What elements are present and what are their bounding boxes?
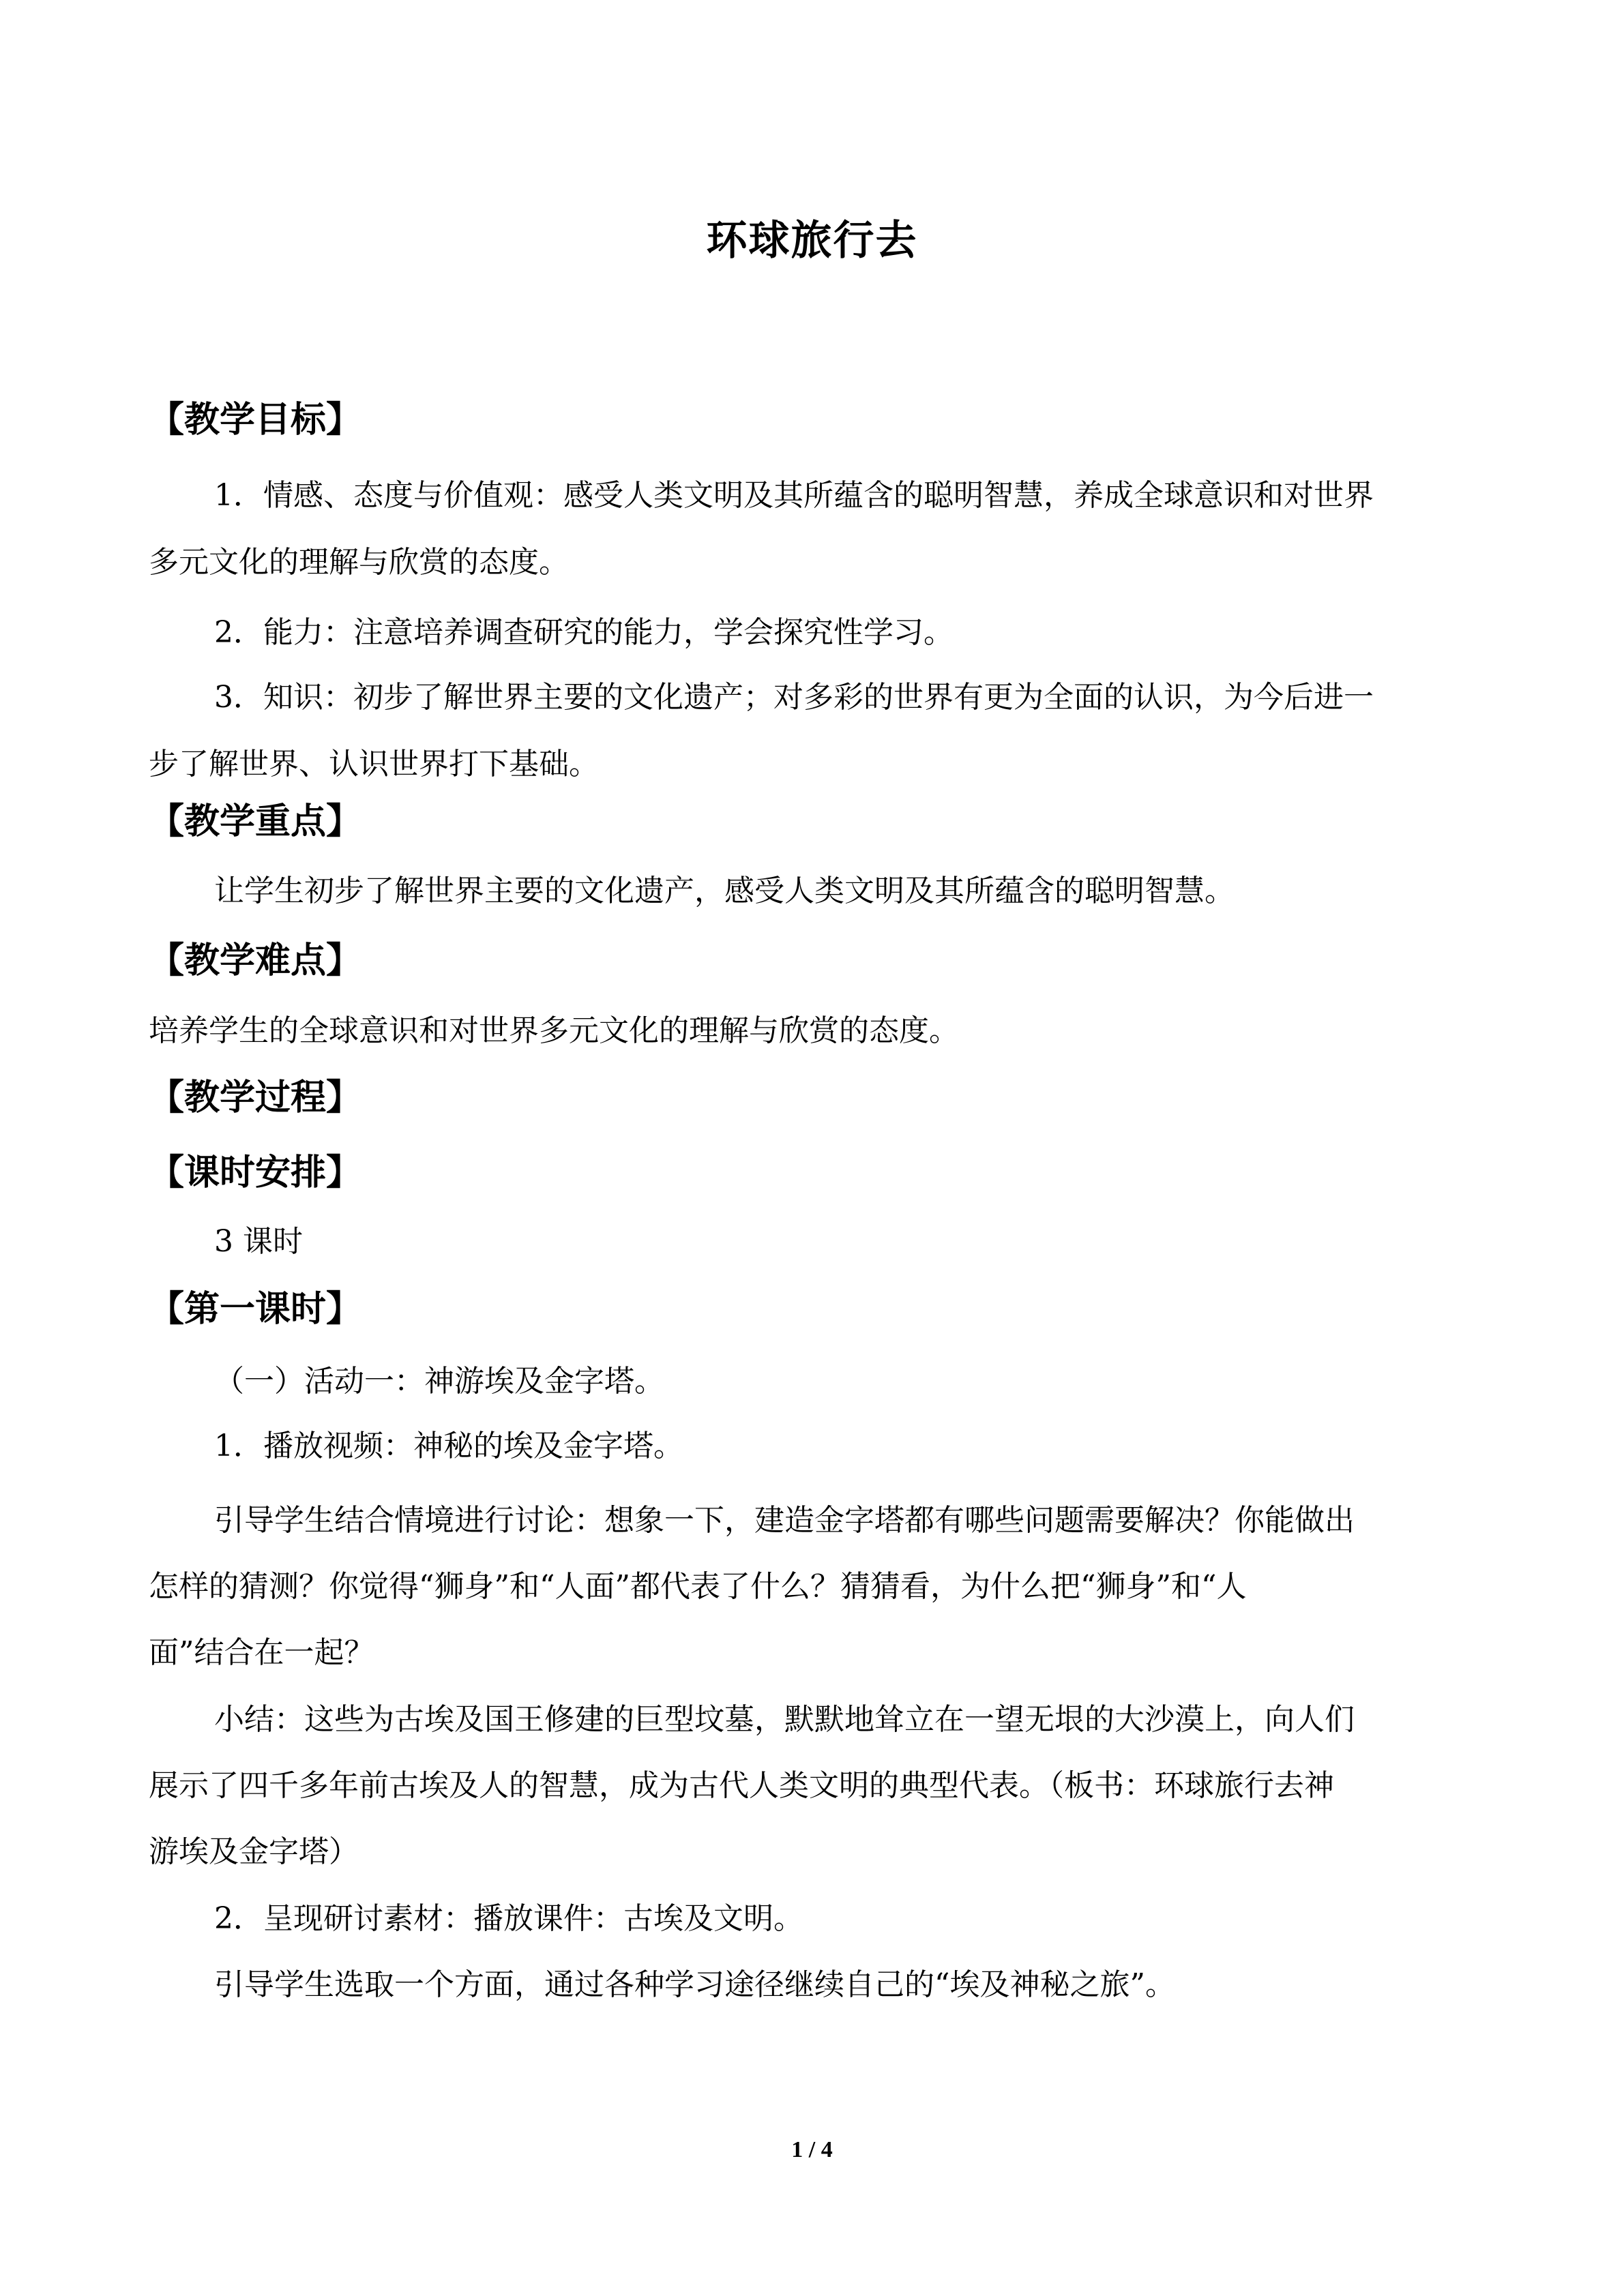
objective-3-line1: 3．知识：初步了解世界主要的文化遗产；对多彩的世界有更为全面的认识，为今后进一 <box>214 680 1374 715</box>
key-points-text: 让学生初步了解世界主要的文化遗产，感受人类文明及其所蕴含的聪明智慧。 <box>214 874 1235 908</box>
difficulties-heading: 【教学难点】 <box>149 940 362 981</box>
step-2: 2．呈现研讨素材：播放课件：古埃及文明。 <box>214 1901 803 1936</box>
activity-1: （一）活动一：神游埃及金字塔。 <box>214 1364 664 1399</box>
key-points-heading: 【教学重点】 <box>149 801 362 842</box>
step-1: 1．播放视频：神秘的埃及金字塔。 <box>214 1429 683 1463</box>
difficulties-text: 培养学生的全球意识和对世界多元文化的理解与欣赏的态度。 <box>149 1013 959 1048</box>
objective-2: 2．能力：注意培养调查研究的能力，学会探究性学习。 <box>214 615 954 650</box>
objectives-heading: 【教学目标】 <box>149 400 362 441</box>
objective-1-line2: 多元文化的理解与欣赏的态度。 <box>149 545 569 580</box>
guide-1-line1: 引导学生结合情境进行讨论：想象一下，建造金字塔都有哪些问题需要解决？你能做出 <box>214 1503 1355 1538</box>
page-number: 1 / 4 <box>791 2137 833 2162</box>
objective-1-line1: 1．情感、态度与价值观：感受人类文明及其所蕴含的聪明智慧，养成全球意识和对世界 <box>214 478 1374 513</box>
summary-line3: 游埃及金字塔） <box>149 1834 359 1869</box>
summary-line1: 小结：这些为古埃及国王修建的巨型坟墓，默默地耸立在一望无垠的大沙漠上，向人们 <box>214 1702 1355 1737</box>
guide-1-line2: 怎样的猜测？你觉得“狮身”和“人面”都代表了什么？猜猜看，为什么把“狮身”和“人 <box>149 1569 1247 1604</box>
summary-line2: 展示了四千多年前古埃及人的智慧，成为古代人类文明的典型代表。（板书：环球旅行去神 <box>149 1768 1334 1803</box>
schedule-text: 3 课时 <box>214 1224 303 1259</box>
process-heading: 【教学过程】 <box>149 1077 362 1118</box>
schedule-heading: 【课时安排】 <box>149 1152 362 1193</box>
page-title: 环球旅行去 <box>706 217 918 265</box>
lesson-1-heading: 【第一课时】 <box>149 1289 362 1330</box>
guide-1-line3: 面”结合在一起？ <box>149 1635 374 1670</box>
objective-3-line2: 步了解世界、认识世界打下基础。 <box>149 747 599 781</box>
guide-2: 引导学生选取一个方面，通过各种学习途径继续自己的“埃及神秘之旅”。 <box>214 1967 1175 2002</box>
